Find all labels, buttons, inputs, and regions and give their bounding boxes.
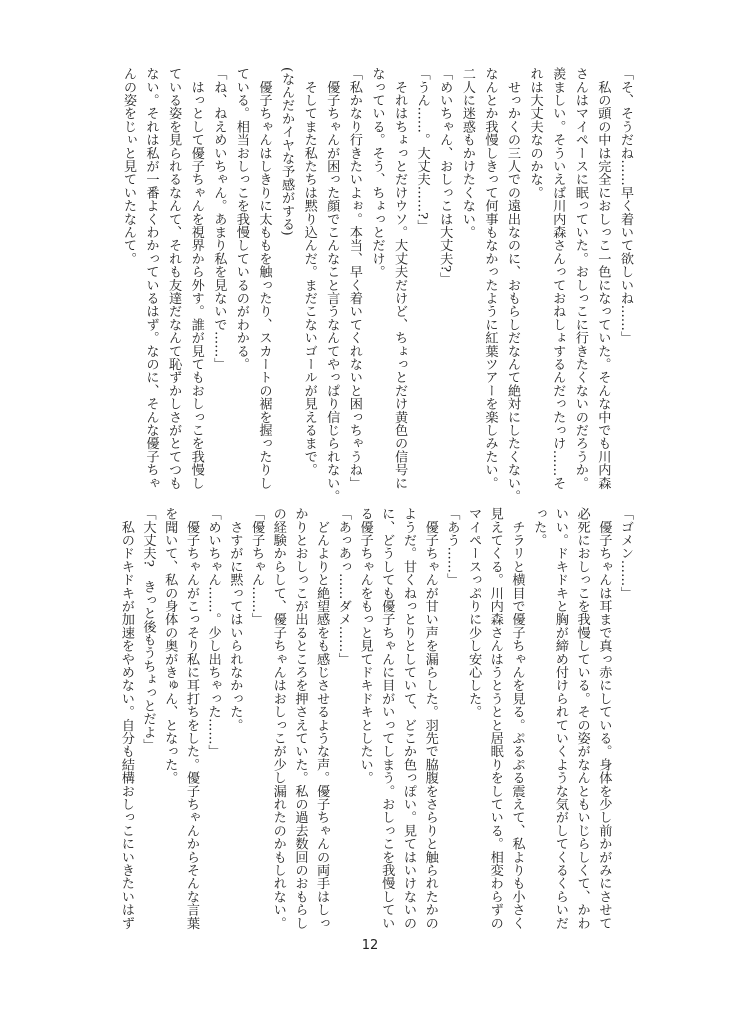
text-line: マイペースっぷりに少し安心した。 [466,507,482,719]
text-line: はっとして優子ちゃんを視界から外す。誰が見てもおしっこを我慢し [188,67,204,490]
text-line: 「うん……。大丈夫……?」 [414,67,430,233]
text-line: 「あう……」 [444,507,460,587]
text-line: の経験からして、優子ちゃんはおしっこが少し漏れたのかもしれない。 [270,507,286,930]
text-line: せっかくの三人での遠出なのに、おもらしだなんて絶対にしたくない。 [505,67,521,503]
text-line: 羨ましい。そういえば川内森さんっておねしょするんだったっけ……そ [550,67,566,490]
text-line: ない。それは私が一番よくわかっているはず。なのに、そんな優子ちゃ [143,67,159,490]
text-line: った。 [531,507,547,547]
text-line: 見えてくる。川内森さんはうとうとと居眠りをしている。相変わらずの [487,507,503,930]
text-line: ている。相当おしっこを我慢しているのがわかる。 [233,67,249,371]
text-line: それはちょっとだけウソ。大丈夫だけど、ちょっとだけ黄色の信号に [392,67,408,490]
text-line: 「ね、ねえめいちゃん。あまり私を見ないで……」 [211,67,227,371]
text-line: れは大丈夫なのかな。 [527,67,543,199]
text-line: 「そ、そうだね……早く着いて欲しいね……」 [618,67,633,345]
text-line: 「めいちゃん……。少し出ちゃった……」 [205,507,221,758]
text-line: いい。ドキドキと胸が締め付けられていくような気がしてくるくらいだ [552,507,568,930]
text-line: さんはマイペースに眠っていた。おしっこに行きたくないのだろうか。 [572,67,588,490]
text-line: んの姿をじぃと見ていたなんて。 [120,67,136,265]
text-line: 優子ちゃんは耳まで真っ赤にしている。身体を少し前かがみにさせて [596,507,612,930]
text-line: チラリと横目で優子ちゃんを見る。ぷるぷる震えて、私よりも小さく [509,507,525,930]
text-block-upper [116,67,636,503]
text-line: かりとおしっこが出るところを押さえていた。私の過去数回のおもらし [292,507,308,930]
text-line: ようだ。甘くねっとりとしていて、どこか色っぽい。見てはいけないの [400,507,416,930]
page-number: 12 [361,938,379,953]
text-line: 「めいちゃん、おしっこは大丈夫?」 [437,67,453,286]
text-line: 「優子ちゃん……」 [249,507,265,626]
text-line: 「あっあっ……ダメ……」 [335,507,351,666]
text-block-lower [115,507,636,932]
text-line: 私の頭の中は完全におしっこ一色になっていた。そんな中でも川内森 [595,67,611,490]
text-line: 優子ちゃんが甘い声を漏らした。羽先で脇腹をさらりと触られたかの [422,507,438,930]
text-line: 優子ちゃんはしきりに太ももを触ったり、スカートの裾を握ったりし [256,67,272,490]
text-line: なっている。そう、ちょっとだけ。 [369,67,385,279]
text-line: ている姿を見られるなんて、それも友達だなんて恥ずかしさがとてつも [166,67,182,490]
text-line: (なんだかイヤな予感がする) [279,67,295,236]
text-line: 「私かなり行きたいよぉ。本当、早く着いてくれないと困っちゃうね」 [346,67,362,490]
text-line: 「大丈夫? きっと後もうちょっとだよ」 [140,507,156,752]
text-line: 私のドキドキが加速をやめない。自分も結構おしっこにいきたいはず [118,507,134,930]
text-line: 優子ちゃんが困った顔でこんなこと言うなんてやっぱり信じられない。 [324,67,340,503]
text-line: 優子ちゃんがこっそり私に耳打ちをした。優子ちゃんからそんな言葉 [183,507,199,930]
text-line: を聞いて、私の身体の奥がきゅん、となった。 [162,507,178,785]
text-line: そしてまた私たちは黙り込んだ。まだこないゴールが見えるまで。 [301,67,317,477]
text-line: なんとか我慢しきって何事もなかったように紅葉ツアーを楽しみたい。 [482,67,498,490]
text-line: どんよりと絶望感をも感じさせるような声。優子ちゃんの両手はしっ [314,507,330,930]
text-line: に、どうしても優子ちゃんに目がいってしまう。おしっこを我慢してい [379,507,395,930]
text-line: 「ゴメン……」 [618,507,633,600]
text-line: 必死におしっこを我慢している。その姿がなんともいじらしくて、かわ [574,507,590,930]
text-line: さすがに黙ってはいられなかった。 [227,507,243,732]
text-line: る優子ちゃんをもっと見てドキドキとしたい。 [357,507,373,785]
text-line: 二人に迷惑もかけたくない。 [459,67,475,239]
